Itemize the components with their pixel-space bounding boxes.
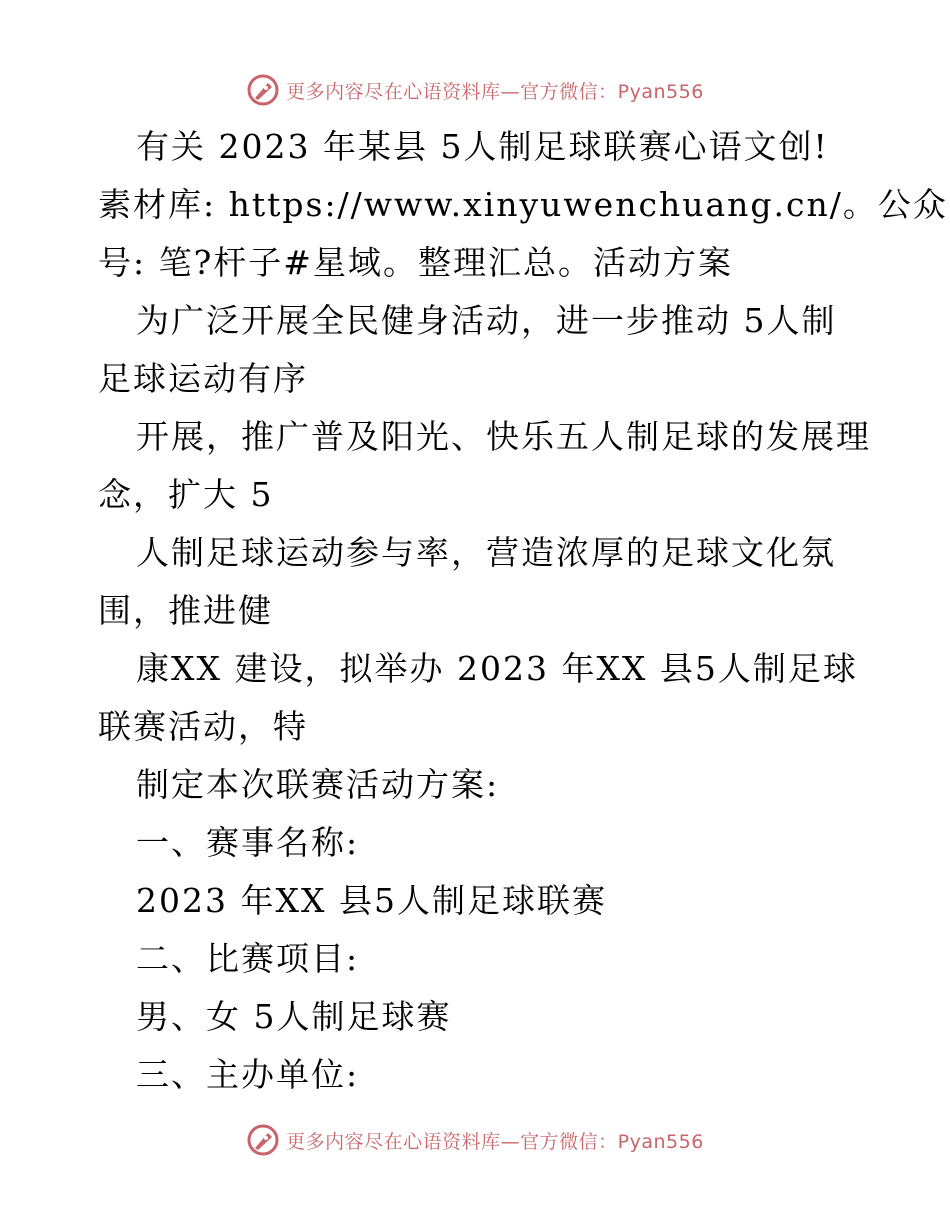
text-line: 2023 年XX 县5人制足球联赛 (136, 881, 607, 920)
text-line: 联赛活动，特 (98, 707, 308, 746)
text-line: 康XX 建设，拟举办 2023 年XX 县5人制足球 (136, 649, 858, 688)
header-banner (0, 70, 950, 110)
text-line: 素材库: https://www.xinyuwenchuang.cn/。公众 (98, 185, 948, 224)
pen-nib-logo-icon (246, 1123, 280, 1157)
banner-text: 更多内容尽在心语资料库—官方微信：Pyan556 (286, 80, 704, 103)
text-line: 男、女 5人制足球赛 (136, 997, 452, 1036)
text-line: 人制足球运动参与率，营造浓厚的足球文化氛 (136, 533, 836, 572)
text-line: 三、主办单位: (136, 1055, 360, 1094)
text-line: 制定本次联赛活动方案: (136, 765, 500, 804)
pen-nib-logo-icon (246, 73, 280, 107)
footer-banner (0, 1120, 950, 1160)
text-line: 二、比赛项目: (136, 939, 360, 978)
text-line: 围，推进健 (98, 591, 273, 630)
text-line: 足球运动有序 (98, 359, 308, 398)
text-line: 念，扩大 5 (98, 475, 274, 514)
banner-text: 更多内容尽在心语资料库—官方微信：Pyan556 (286, 1130, 704, 1153)
text-line: 开展，推广普及阳光、快乐五人制足球的发展理 (136, 417, 871, 456)
text-line: 一、赛事名称: (136, 823, 360, 862)
text-line: 号: 笔?杆子#星域。整理汇总。活动方案 (98, 243, 733, 282)
text-line: 为广泛开展全民健身活动，进一步推动 5人制 (136, 301, 837, 340)
text-line: 有关 2023 年某县 5人制足球联赛心语文创! (136, 127, 829, 166)
